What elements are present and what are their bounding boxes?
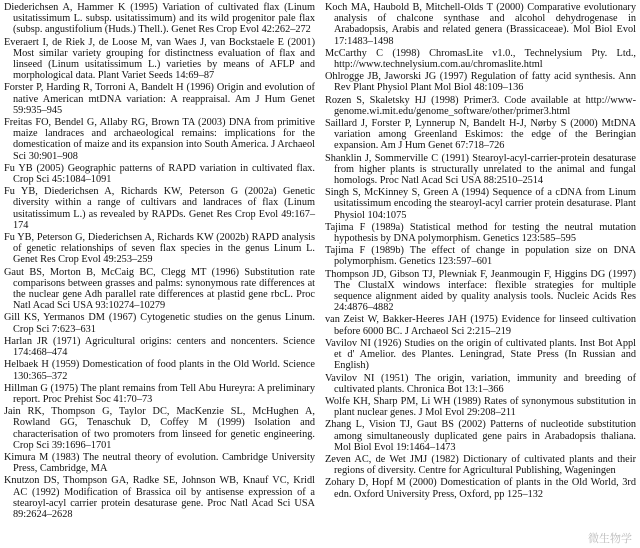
watermark: 微生物学 <box>588 533 632 545</box>
reference-entry: Zhang L, Vision TJ, Gaut BS (2002) Patterns of nucleotide substitution among simultaneously duplicated gene pairs in Arabadopsis thaliana. Mol Biol Evol 19:1464–1473 <box>325 419 636 453</box>
reference-entry: Freitas FO, Bendel G, Allaby RG, Brown TA (2003) DNA from primitive maize landraces and archaeological remains: implications for the domestication of maize and its expansion into South America. J Archaeol Sci 30:901–908 <box>4 117 315 162</box>
reference-entry: Kimura M (1983) The neutral theory of evolution. Cambridge University Press, Cambridge, MA <box>4 451 315 475</box>
reference-entry: Tajima F (1989a) Statistical method for testing the neutral mutation hypothesis by DNA polymorphism. Genetics 123:585–595 <box>325 221 636 245</box>
reference-entry: Ohlrogge JB, Jaworski JG (1997) Regulation of fatty acid synthesis. Ann Rev Plant Physiol Plant Mol Biol 48:109–136 <box>325 71 636 94</box>
reference-entry: Fu YB, Peterson G, Diederichsen A, Richards KW (2002b) RAPD analysis of genetic relationships of seven flax species in the genus Linum L. Genet Res Crop Evol 49:253–259 <box>4 232 315 266</box>
reference-entry: Helbaek H (1959) Domestication of food plants in the Old World. Science 130:365–372 <box>4 359 315 382</box>
reference-entry: Rozen S, Skaletsky HJ (1998) Primer3. Code available at http://www-genome.wi.mit.edu/genome_software/other/primer3.html <box>325 94 636 117</box>
reference-entry: Harlan JR (1971) Agricultural origins: centers and noncenters. Science 174:468–474 <box>4 335 315 359</box>
references-right-column <box>325 2 636 548</box>
reference-entry: Knutzon DS, Thompson GA, Radke SE, Johnson WB, Knauf VC, Kridl AC (1992) Modification of Brassica oil by antisense expression of a stearoyl-acyl carrier protein desaturase gene. Proc Natl Acad Sci USA 89:2624–2628 <box>4 475 315 520</box>
reference-entry: Tajima F (1989b) The effect of change in population size on DNA polymorphism. Genetics 123:597–601 <box>325 245 636 268</box>
reference-entry: Singh S, McKinney S, Green A (1994) Sequence of a cDNA from Linum usitatissimum encoding the stearoyl-acyl carrier protein desaturase. Plant Physiol 104:1075 <box>325 187 636 221</box>
reference-entry: Wolfe KH, Sharp PM, Li WH (1989) Rates of synonymous substitution in plant nuclear genes. J Mol Evol 29:208–211 <box>325 395 636 419</box>
reference-entry: Thompson JD, Gibson TJ, Plewniak F, Jeanmougin F, Higgins DG (1997) The ClustalX windows interface: flexible strategies for multiple sequence alignment aided by quality analysis tools. Nucleic Acids Res 24:4876–4882 <box>325 268 636 314</box>
reference-entry: Zohary D, Hopf M (2000) Domestication of plants in the Old World, 3rd edn. Oxford University Press, Oxford, pp 125–132 <box>325 477 636 500</box>
reference-entry: Koch MA, Haubold B, Mitchell-Olds T (2000) Comparative evolutionary analysis of chalcone synthase and alcohol dehydrogenase in Arabadopsis, Arabis and related genera (Brassicaceae). Mol Biol Evol 17:1483–1498 <box>325 2 636 47</box>
reference-entry: Fu YB, Diederichsen A, Richards KW, Peterson G (2002a) Genetic diversity within a range of cultivars and landraces of flax (Linum usitatissimum L.) as revealed by RAPDs. Genet Res Crop Evol 49:167–174 <box>4 186 315 231</box>
reference-entry: Hillman G (1975) The plant remains from Tell Abu Hureyra: A preliminary report. Proc Prehist Soc 41:70–73 <box>4 382 315 405</box>
reference-entry: Jain RK, Thompson G, Taylor DC, MacKenzie SL, McHughen A, Rowland GG, Tenaschuk D, Coffey M (1999) Isolation and characterisation of two promoters from linseed for genetic engineering. Crop Sci 39:1696–1701 <box>4 406 315 451</box>
reference-entry: Diederichsen A, Hammer K (1995) Variation of cultivated flax (Linum usitatissimum L. subsp. usitatissimum) and its wild progenitor pale flax (subsp. angustifolium (Huds.) Thell.). Genet Res Crop Evol 42:262–272 <box>4 2 315 36</box>
reference-entry: Vavilov NI (1926) Studies on the origin of cultivated plants. Inst Bot Appl et d' Amelior. des Plantes. Leningrad, State Press (In Russian and English) <box>325 337 636 372</box>
reference-entry: Zeven AC, de Wet JMJ (1982) Dictionary of cultivated plants and their regions of diversity. Centre for Agricultural Publishing, Wageningen <box>325 453 636 477</box>
reference-entry: Gaut BS, Morton B, McCaig BC, Clegg MT (1996) Substitution rate comparisons between grasses and palms: synonymous rate differences at the nuclear gene Adh parallel rate differences at plastid gene rbcL. Proc Natl Acad Sci USA 93:10274–10279 <box>4 266 315 312</box>
reference-entry: McCarthy C (1998) ChromasLite v1.0., Technelysium Pty. Ltd., http://www.technelysium.com.au/chromaslite.html <box>325 47 636 71</box>
reference-entry: Vavilov NI (1951) The origin, variation, immunity and breeding of cultivated plants. Chronica Bot 13:1–366 <box>325 372 636 395</box>
reference-entry: Gill KS, Yermanos DM (1967) Cytogenetic studies on the genus Linum. Crop Sci 7:623–631 <box>4 312 315 335</box>
reference-entry: Everaert I, de Riek J, de Loose M, van Waes J, van Bockstaele E (2001) Most similar variety grouping for distinctness evaluation of flax and linseed (Linum usitatissimum L.) varieties by means of AFLP and morphological data. Plant Variet Seeds 14:69–87 <box>4 36 315 82</box>
reference-entry: Saillard J, Forster P, Lynnerup N, Bandelt H-J, Nørby S (2000) MtDNA variation among Greenland Eskimos: the edge of the Beringian expansion. Am J Hum Genet 67:718–726 <box>325 118 636 152</box>
reference-entry: Fu YB (2005) Geographic patterns of RAPD variation in cultivated flax. Crop Sci 45:1084–1091 <box>4 162 315 186</box>
references-left-column <box>4 2 315 548</box>
reference-entry: van Zeist W, Bakker-Heeres JAH (1975) Evidence for linseed cultivation before 6000 BC. J Archaeol Sci 2:215–219 <box>325 314 636 337</box>
reference-entry: Forster P, Harding R, Torroni A, Bandelt H (1996) Origin and evolution of native American mtDNA variation: A reappraisal. Am J Hum Genet 59:935–945 <box>4 82 315 116</box>
reference-entry: Shanklin J, Sommerville C (1991) Stearoyl-acyl-carrier-protein desaturase from higher plants is structurally unrelated to the animal and fungal homologs. Proc Natl Acad Sci USA 88:2510–2514 <box>325 152 636 187</box>
